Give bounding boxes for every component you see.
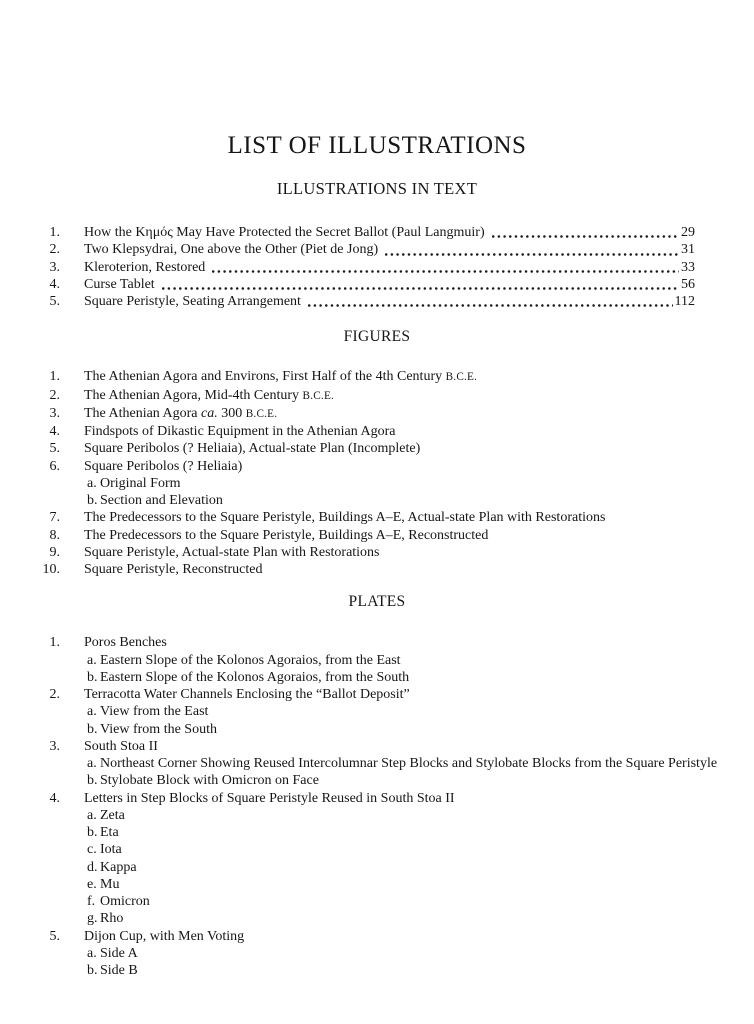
item-text: Kleroterion, Restored	[84, 259, 206, 275]
dot-leader	[210, 259, 679, 276]
subitem-text: View from the South	[100, 721, 217, 737]
toc-subitem	[0, 669, 695, 686]
item-text: Square Peribolos (? Heliaia), Actual-state Plan (Incomplete)	[84, 441, 421, 457]
subitem-text: Section and Elevation	[100, 493, 223, 508]
item-number: 10.	[42, 562, 60, 577]
subitem-text: Side B	[100, 963, 138, 978]
text-run: 300	[217, 405, 246, 421]
text-run: ca.	[201, 405, 218, 421]
subitem-text: Mu	[100, 876, 120, 892]
toc-subitem	[0, 807, 695, 824]
sections	[0, 180, 754, 979]
subitem-text: View from the East	[100, 704, 209, 720]
item-text: Findspots of Dikastic Equipment in the Athenian Agora	[84, 424, 396, 439]
toc-subitem	[0, 841, 695, 858]
item-number: 1.	[49, 225, 60, 240]
item-text	[84, 368, 477, 386]
toc-subitem	[0, 876, 695, 893]
toc-subitem	[0, 475, 695, 492]
text-run: The Athenian Agora, Mid-4th Century	[84, 387, 303, 403]
toc-item	[0, 634, 695, 651]
item-number: 9.	[49, 544, 60, 560]
subitem-text: Side A	[100, 945, 138, 961]
toc-subitem	[0, 652, 695, 669]
toc-item	[0, 527, 695, 544]
item-text	[84, 405, 277, 423]
subitem-letter: g.	[87, 911, 98, 927]
subitem-letter: c.	[87, 842, 97, 858]
dot-leader	[160, 276, 679, 293]
subitem-letter: b.	[87, 963, 98, 978]
toc-item	[0, 368, 695, 386]
subitem-letter: b.	[87, 773, 98, 789]
toc-subitem	[0, 824, 695, 841]
toc-item	[0, 276, 695, 293]
dot-leader	[490, 224, 679, 241]
text-run: B.C.E.	[445, 371, 478, 384]
item-number: 7.	[49, 510, 60, 526]
toc-section	[0, 180, 754, 310]
item-number: 1.	[49, 635, 60, 651]
subitem-letter: a.	[87, 756, 97, 771]
text-run: The Athenian Agora and Environs, First Half of the 4th Century	[84, 369, 446, 385]
page-number: 33	[681, 259, 695, 275]
toc-subitem	[0, 910, 695, 927]
item-text: Square Peristyle, Actual-state Plan with Restorations	[84, 544, 380, 560]
item-text: Letters in Step Blocks of Square Peristyle Reused in South Stoa II	[84, 790, 455, 806]
item-text: Dijon Cup, with Men Voting	[84, 928, 245, 944]
toc-item	[0, 293, 695, 310]
item-number: 3.	[49, 259, 60, 275]
item-text: Poros Benches	[84, 635, 167, 651]
page-number: 29	[681, 225, 695, 240]
subitem-letter: b.	[87, 721, 98, 737]
subitem-text: Eastern Slope of the Kolonos Agoraios, from the East	[100, 652, 401, 668]
toc-item	[0, 259, 695, 276]
toc-section	[0, 594, 754, 979]
toc-item	[0, 387, 695, 405]
subitem-letter: b.	[87, 493, 98, 508]
item-text: Square Peribolos (? Heliaia)	[84, 458, 243, 474]
subitem-text: Northeast Corner Showing Reused Intercolumnar Step Blocks and Stylobate Blocks from the Square Peristyle	[100, 756, 718, 771]
text-run: B.C.E.	[302, 389, 335, 402]
toc-item	[0, 544, 695, 561]
item-number: 2.	[49, 687, 60, 702]
toc-list	[0, 634, 718, 979]
item-number: 8.	[49, 527, 60, 543]
subitem-letter: a.	[87, 807, 97, 823]
toc-subitem	[0, 893, 695, 910]
toc-section	[0, 329, 754, 578]
toc-subitem	[0, 721, 695, 738]
item-number: 5.	[49, 441, 60, 457]
toc-item	[0, 738, 695, 755]
toc-item	[0, 509, 695, 526]
toc-subitem	[0, 772, 695, 789]
item-text: Square Peristyle, Reconstructed	[84, 562, 263, 577]
toc-item	[0, 440, 695, 457]
subitem-letter: a.	[87, 652, 97, 668]
toc-item	[0, 405, 695, 423]
dot-leader	[383, 241, 679, 258]
subitem-text: Iota	[100, 842, 122, 858]
item-number: 6.	[49, 458, 60, 474]
item-number: 5.	[49, 294, 60, 309]
toc-subitem	[0, 859, 695, 876]
item-number: 2.	[49, 387, 60, 403]
toc-item	[0, 458, 695, 475]
item-number: 1.	[49, 369, 60, 385]
page-number: 112	[674, 294, 695, 309]
text-run: B.C.E.	[245, 407, 278, 420]
item-number: 2.	[49, 242, 60, 258]
subitem-letter: f.	[87, 894, 96, 909]
section-heading: ILLUSTRATIONS IN TEXT	[276, 179, 478, 198]
item-number: 3.	[49, 405, 60, 421]
item-text: Two Klepsydrai, One above the Other (Piet de Jong)	[84, 242, 379, 258]
toc-item	[0, 686, 695, 703]
section-heading: PLATES	[348, 593, 406, 611]
subitem-letter: e.	[87, 876, 97, 892]
page-title: LIST OF ILLUSTRATIONS	[227, 132, 527, 159]
text-run: The Athenian Agora	[84, 405, 202, 421]
toc-subitem	[0, 703, 695, 720]
toc-item	[0, 561, 695, 578]
subitem-letter: a.	[87, 704, 97, 720]
item-text	[84, 387, 334, 405]
item-text: The Predecessors to the Square Peristyle, Buildings A–E, Reconstructed	[84, 527, 489, 543]
toc-item	[0, 423, 695, 440]
toc-item	[0, 790, 695, 807]
toc-list	[0, 224, 695, 310]
item-text: Square Peristyle, Seating Arrangement	[84, 294, 301, 309]
toc-item	[0, 928, 695, 945]
subitem-letter: b.	[87, 825, 98, 840]
item-number: 4.	[49, 424, 60, 439]
item-text: The Predecessors to the Square Peristyle, Buildings A–E, Actual-state Plan with Restorations	[84, 510, 606, 526]
item-text: South Stoa II	[84, 738, 158, 754]
item-text: Terracotta Water Channels Enclosing the “Ballot Deposit”	[84, 687, 410, 702]
subitem-text: Rho	[100, 911, 124, 927]
toc-item	[0, 241, 695, 258]
subitem-letter: a.	[87, 475, 97, 491]
subitem-text: Eastern Slope of the Kolonos Agoraios, from the South	[100, 669, 410, 685]
subitem-text: Zeta	[100, 807, 125, 823]
subitem-text: Kappa	[100, 859, 137, 875]
toc-subitem	[0, 492, 695, 509]
dot-leader	[306, 293, 673, 310]
subitem-letter: d.	[87, 859, 98, 875]
item-number: 3.	[49, 738, 60, 754]
subitem-text: Stylobate Block with Omicron on Face	[100, 773, 319, 789]
toc-list	[0, 368, 695, 578]
toc-subitem	[0, 962, 695, 979]
section-heading: FIGURES	[343, 328, 411, 346]
item-number: 4.	[49, 790, 60, 806]
toc-subitem	[0, 945, 695, 962]
subitem-letter: a.	[87, 945, 97, 961]
toc-item	[0, 224, 695, 241]
item-number: 5.	[49, 928, 60, 944]
subitem-letter: b.	[87, 669, 98, 685]
item-text: Curse Tablet	[84, 276, 155, 292]
subitem-text: Omicron	[100, 894, 150, 909]
item-text: How the Κημός May Have Protected the Secret Ballot (Paul Langmuir)	[84, 225, 485, 240]
toc-subitem	[0, 755, 718, 772]
subitem-text: Eta	[100, 825, 119, 840]
page-number: 56	[681, 276, 695, 292]
subitem-text: Original Form	[100, 475, 181, 491]
page-number: 31	[681, 242, 695, 258]
item-number: 4.	[49, 276, 60, 292]
